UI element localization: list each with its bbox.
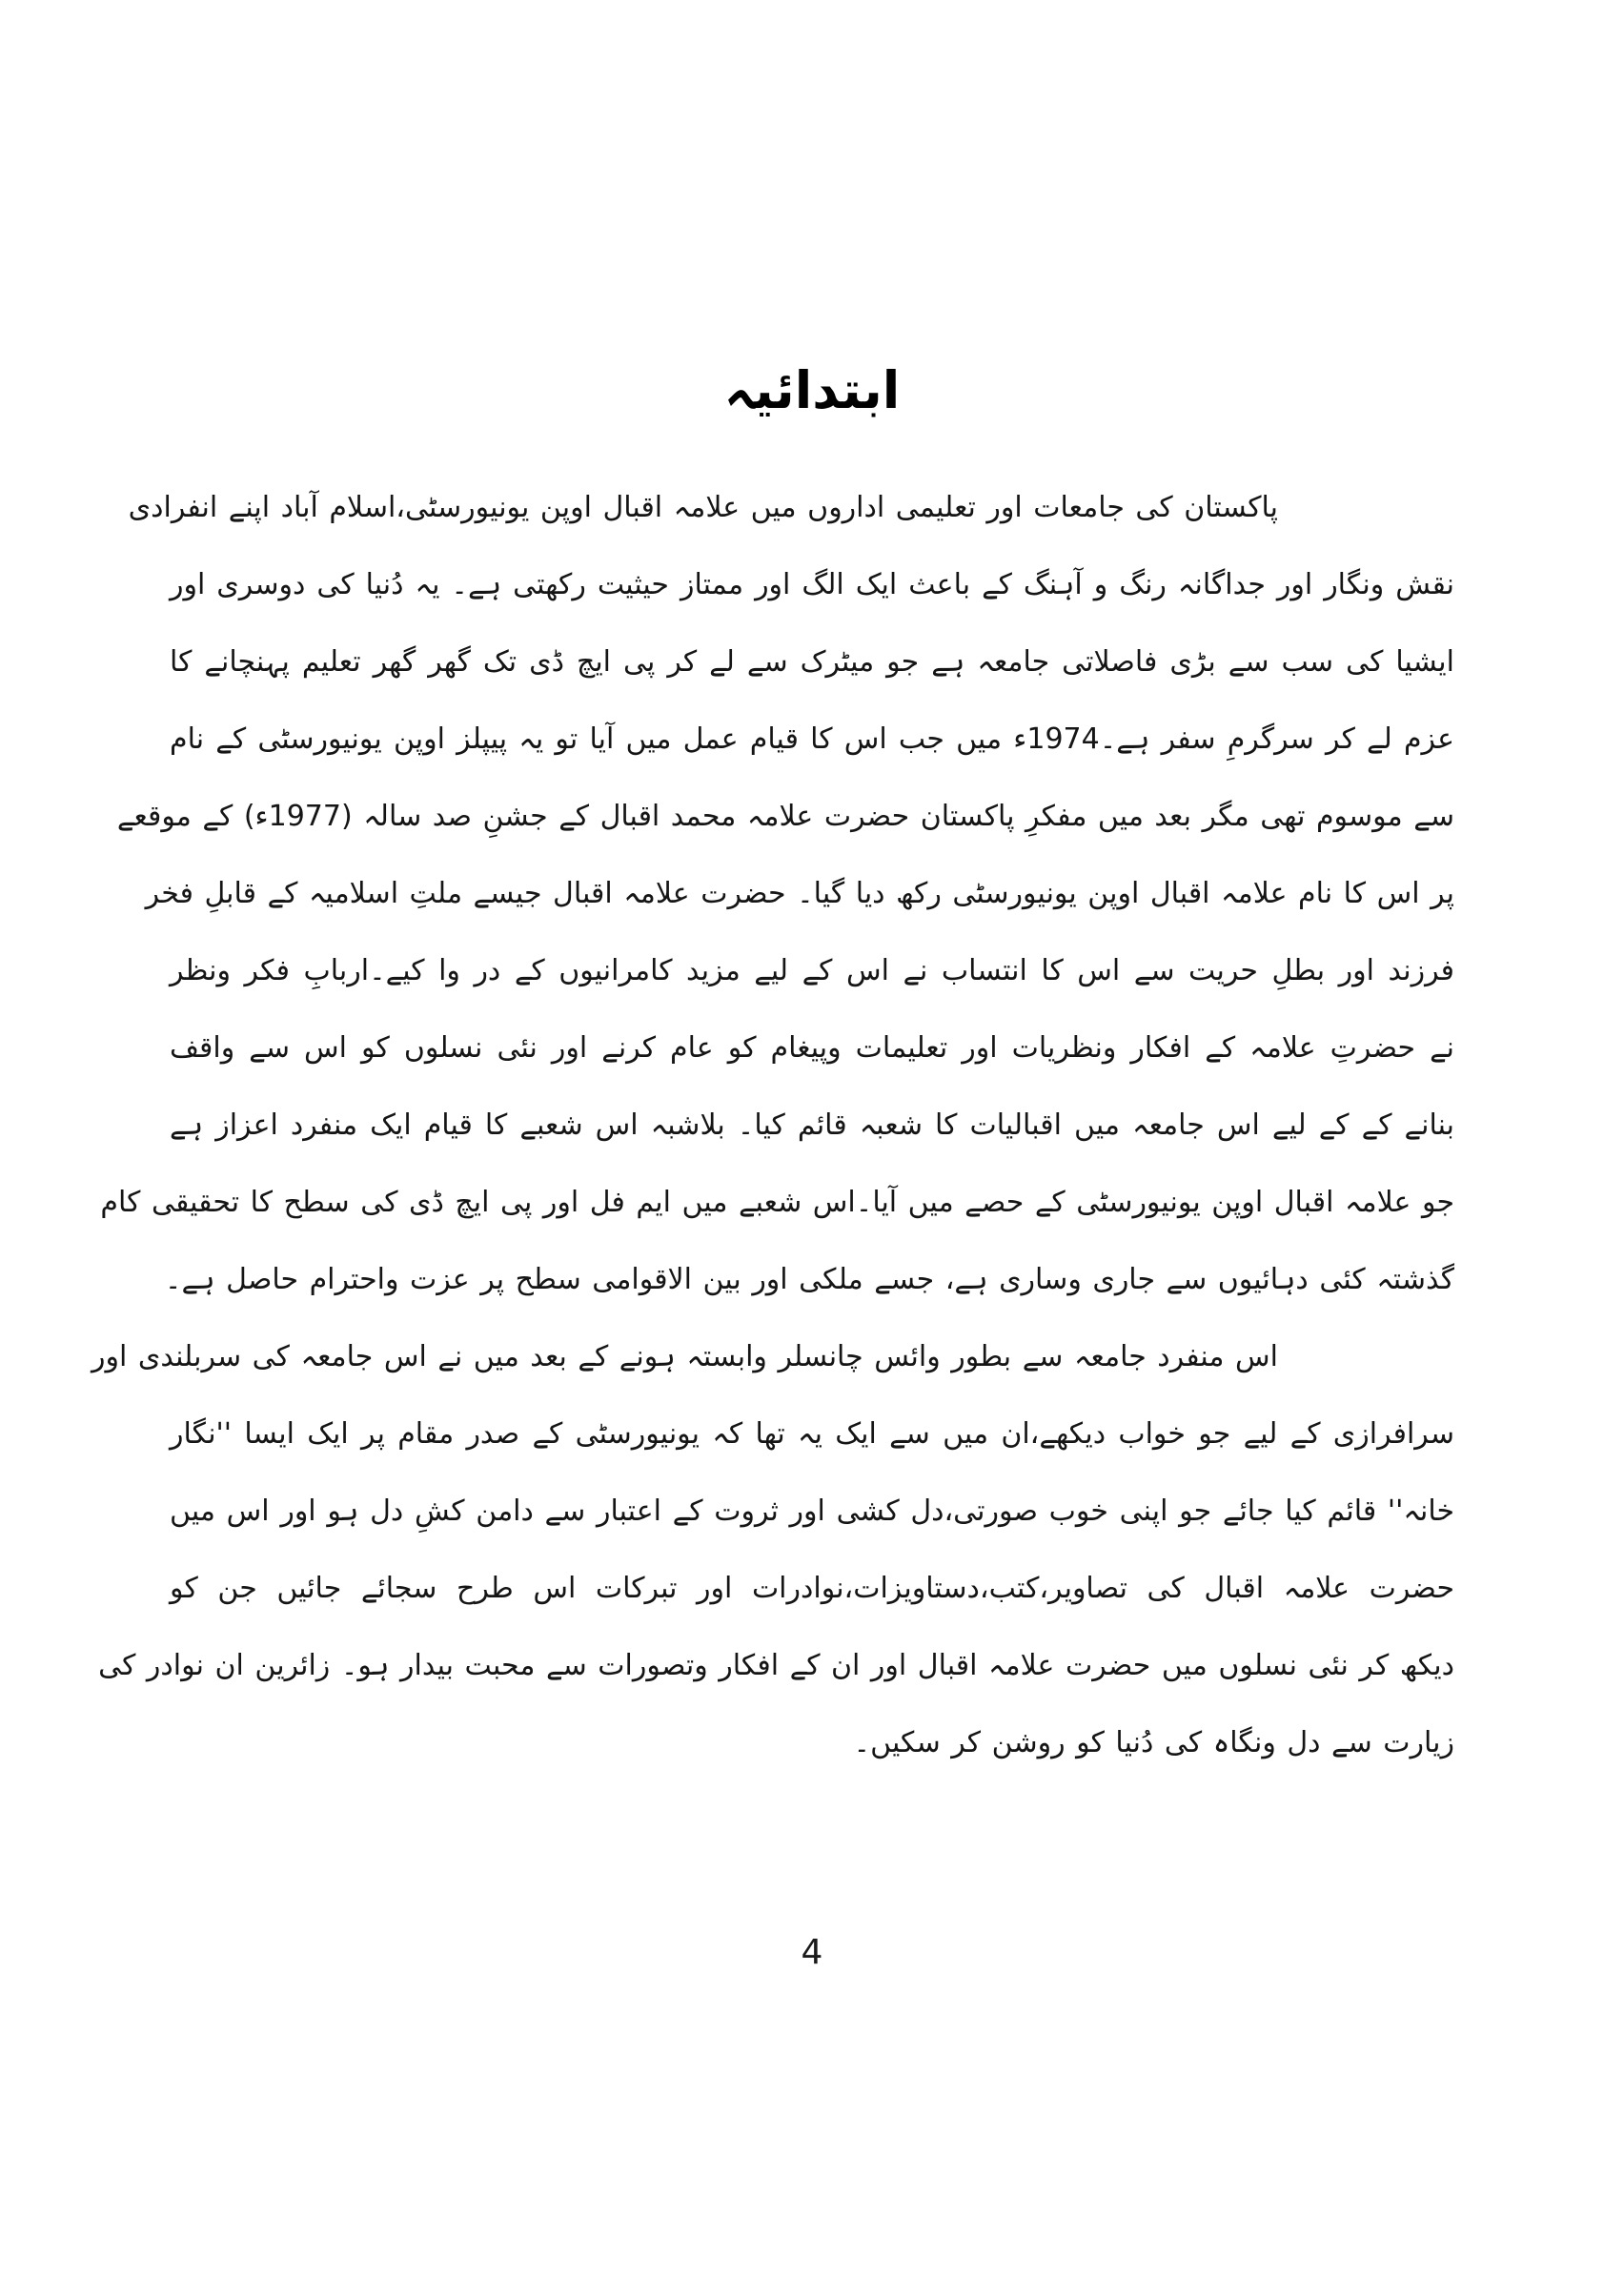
text-line: زیارت سے دل ونگاہ کی دُنیا کو روشن کر سکیں۔ (853, 1726, 1454, 1759)
text-line: سرافرازی کے لیے جو خواب دیکھے،ان میں سے ایک یہ تھا کہ یونیورسٹی کے صدر مقام پر ایک ایسا ''نگار (170, 1417, 1454, 1451)
page-number: 4 (801, 1933, 823, 1972)
text-line: خانہ'' قائم کیا جائے جو اپنی خوب صورتی،دل کشی اور ثروت کے اعتبار سے دامن کشِ دل ہو اور اس میں (170, 1494, 1454, 1528)
page-title: ابتدائیہ (723, 360, 901, 420)
body-text (91, 469, 1454, 1781)
text-line: حضرت علامہ اقبال کی تصاویر،کتب،دستاویزات،نوادرات اور تبرکات اس طرح سجائے جائیں جن کو (170, 1572, 1454, 1605)
text-line: گذشتہ کئی دہائیوں سے جاری وساری ہے، جسے ملکی اور بین الاقوامی سطح پر عزت واحترام حاصل ہے۔ (164, 1263, 1454, 1296)
text-line: نے حضرتِ علامہ کے افکار ونظریات اور تعلیمات وپیغام کو عام کرنے اور نئی نسلوں کو اس سے واقف (170, 1031, 1454, 1065)
text-line: بنانے کے کے لیے اس جامعہ میں اقبالیات کا شعبہ قائم کیا۔ بلاشبہ اس شعبے کا قیام ایک منفرد اعزاز ہے (170, 1108, 1454, 1142)
text-line: دیکھ کر نئی نسلوں میں حضرت علامہ اقبال اور ان کے افکار وتصورات سے محبت بیدار ہو۔ زائرین ان نوادر کی (98, 1649, 1454, 1682)
text-line: جو علامہ اقبال اوپن یونیورسٹی کے حصے میں آیا۔اس شعبے میں ایم فل اور پی ایچ ڈی کی سطح کا تحقیقی کام (100, 1186, 1454, 1219)
text-line: پر اس کا نام علامہ اقبال اوپن یونیورسٹی رکھ دیا گیا۔ حضرت علامہ اقبال جیسے ملتِ اسلامیہ کے قابلِ فخر (145, 877, 1454, 910)
text-line: فرزند اور بطلِ حریت سے اس کا انتساب نے اس کے لیے مزید کامرانیوں کے در وا کیے۔اربابِ فکر ونظر (170, 954, 1454, 987)
text-line: اس منفرد جامعہ سے بطور وائس چانسلر وابستہ ہونے کے بعد میں نے اس جامعہ کی سربلندی اور (91, 1340, 1278, 1373)
text-line: نقش ونگار اور جداگانہ رنگ و آہنگ کے باعث ایک الگ اور ممتاز حیثیت رکھتی ہے۔ یہ دُنیا کی دوسری اور (170, 568, 1454, 601)
text-line: سے موسوم تھی مگر بعد میں مفکرِ پاکستان حضرت علامہ محمد اقبال کے جشنِ صد سالہ (1977ء) کے موقعے (116, 800, 1454, 833)
text-line: پاکستان کی جامعات اور تعلیمی اداروں میں علامہ اقبال اوپن یونیورسٹی،اسلام آباد اپنے انفرادی (128, 491, 1278, 524)
text-line: عزم لے کر سرگرمِ سفر ہے۔1974ء میں جب اس کا قیام عمل میں آیا تو یہ پیپلز اوپن یونیورسٹی کے نام (170, 722, 1454, 756)
text-line: ایشیا کی سب سے بڑی فاصلاتی جامعہ ہے جو میٹرک سے لے کر پی ایچ ڈی تک گھر گھر تعلیم پہنچانے کا (170, 645, 1454, 679)
